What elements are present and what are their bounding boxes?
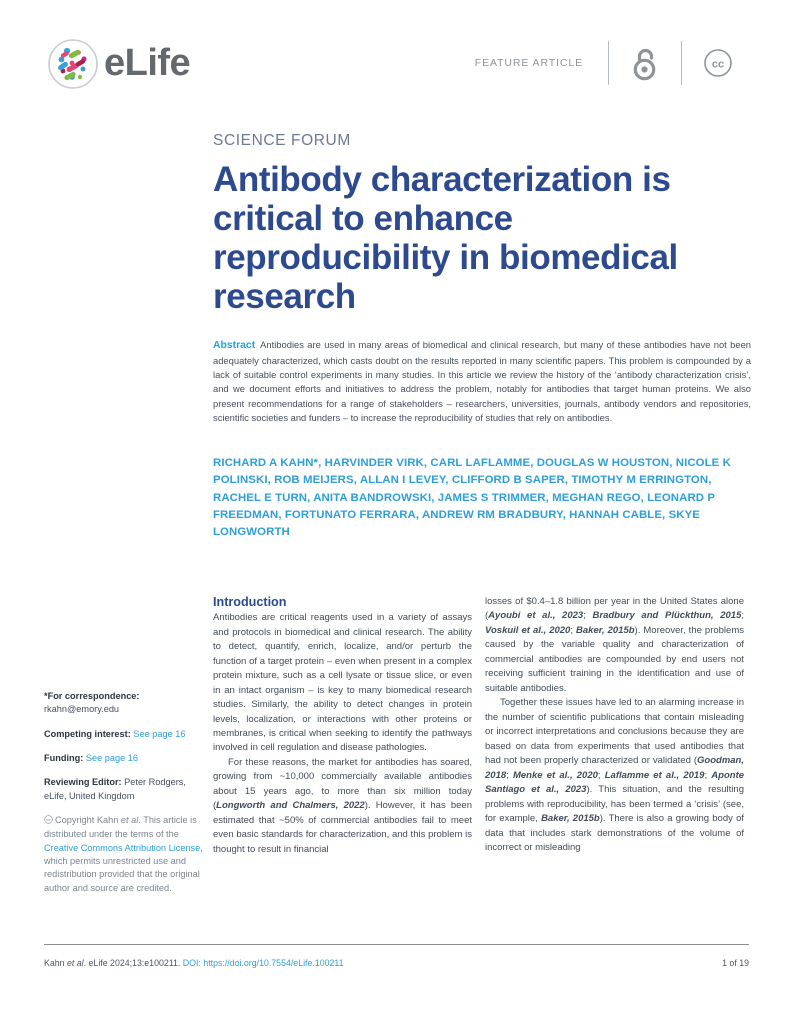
correspondence-email[interactable]: rkahn@emory.edu: [44, 704, 120, 715]
citation-bradbury-pluckthun[interactable]: Bradbury and Plückthun, 2015: [592, 610, 742, 622]
funding-label: Funding:: [44, 753, 84, 764]
footer-etal: et al: [67, 958, 84, 968]
page-title: Antibody characterization is critical to enhance reproducibility in biomedical research: [213, 160, 678, 316]
body-column-left: [213, 595, 472, 857]
paragraph-intro-2-part-a: For these reasons, the market for antibodies has soared, growing from ~10,000 commercially available antibodies about 15 years ago, to more than six million today (: [213, 756, 472, 812]
citation-laflamme[interactable]: Laflamme et al., 2019: [604, 769, 705, 781]
elife-logo[interactable]: [47, 38, 190, 90]
reviewing-editor-label: Reviewing Editor:: [44, 777, 122, 788]
competing-interest-block: [44, 728, 204, 741]
page-number: 1 of 19: [722, 958, 749, 968]
paragraph-intro-2-cont: [485, 595, 744, 696]
cite-sep-7: ;: [704, 769, 712, 781]
citation-aponte-santiago[interactable]: Aponte Santiago et al., 2023: [485, 769, 745, 796]
footer-doi-label: DOI:: [182, 958, 201, 968]
abstract-block: [213, 338, 751, 425]
competing-interest-label: Competing interest:: [44, 728, 131, 739]
creative-commons-mini-icon: [44, 815, 53, 828]
footer-citation-mid: . eLife 2024;13:e100211.: [83, 958, 183, 968]
footer-citation: [44, 958, 344, 968]
header-meta: [475, 40, 754, 86]
elife-circle-logo: [47, 38, 99, 90]
copyright-text-1: Copyright Kahn: [55, 815, 121, 826]
right-para-2-b: ). This situation, and the resulting problems with reproducibility, has been termed a ‘crisis’ (see, for example,: [485, 784, 744, 825]
footer-doi-link[interactable]: https://doi.org/10.7554/eLife.100211: [200, 958, 344, 968]
reviewing-editor-block: [44, 776, 204, 803]
open-access-lock-icon: [631, 45, 659, 81]
copyright-etal: et al: [120, 815, 139, 826]
citation-menke[interactable]: Menke et al., 2020: [512, 769, 598, 781]
abstract-text: Antibodies are used in many areas of biomedical and clinical research, but many of these antibodies have not been adequately characterized, which casts doubt on the results reported in many scientific papers. This problem is compounded by a lack of suitable control experiments in many studies. In this article we review the history of the ‘antibody characterization crisis’, and we document efforts and initiatives to address the problem, notably for antibodies that target human proteins. We also present recommendations for a range of stakeholders – researchers, universities, journals, antibody vendors and repositories, scientific societies and funders – to increase the reproducibility of studies that rely on antibodies.: [213, 339, 751, 423]
citation-goodman[interactable]: Goodman, 2018: [485, 755, 744, 781]
footer-citation-prefix: Kahn: [44, 958, 67, 968]
funding-block: [44, 752, 204, 765]
citation-voskuil[interactable]: Voskuil et al., 2020: [485, 624, 571, 636]
article-kicker: SCIENCE FORUM: [213, 132, 351, 149]
paragraph-intro-2: [213, 756, 472, 857]
footer-divider: [44, 944, 749, 945]
article-sidebar: [44, 690, 204, 895]
page-footer: [44, 958, 749, 968]
paragraph-intro-1: Antibodies are critical reagents used in a variety of assays and protocols in biomedical and clinical research. The ability to detect, quantify, enrich, localize, and/or perturb the function of a target protein – even when present in a complex protein mixture, such as a cell lysate or tissue slice, or even in an intact organism – is key to many biomedical research studies. Similarly, the ability to detect changes in protein levels, localization, or interactions with other proteins or membranes, is critical when seeking to identify the pathways involved in cell regulation and disease pathologies.: [213, 612, 472, 754]
correspondence-block: [44, 690, 204, 717]
svg-text:cc: cc: [46, 816, 51, 822]
citation-ayoubi[interactable]: Ayoubi et al., 2023: [488, 610, 584, 622]
author-list[interactable]: RICHARD A KAHN*, HARVINDER VIRK, CARL LAFLAMME, DOUGLAS W HOUSTON, NICOLE K POLINSKI, ROB MEIJERS, ALLAN I LEVEY, CLIFFORD B SAPER, TIMOTHY M ERRINGTON, RACHEL E TURN, ANITA BANDROWSKI, JAMES S TRIMMER, MEGHAN REGO, LEONARD P FREEDMAN, FORTUNATO FERRARA, ANDREW RM BRADBURY, HANNAH CABLE, SKYE LONGWORTH: [213, 457, 731, 539]
cite-sep-5: ;: [506, 769, 513, 781]
svg-text:cc: cc: [711, 58, 725, 71]
creative-commons-icon: [703, 48, 733, 78]
creative-commons-license-link[interactable]: Creative Commons Attribution License: [44, 842, 201, 853]
citation-baker-2015b[interactable]: Baker, 2015b: [576, 624, 635, 636]
cite-sep-3: ;: [570, 624, 577, 636]
body-column-right: [485, 595, 744, 856]
article-header: [213, 132, 753, 316]
elife-logo-text: eLife: [104, 41, 191, 84]
competing-interest-link[interactable]: See page 16: [133, 728, 186, 739]
correspondence-label: *For correspondence:: [44, 691, 140, 701]
cite-sep-1: ;: [583, 610, 593, 622]
section-heading-introduction: Introduction: [213, 595, 287, 609]
creative-commons-badge[interactable]: [682, 48, 754, 78]
feature-article-label: FEATURE ARTICLE: [474, 57, 583, 69]
citation-baker-2015b-2[interactable]: Baker, 2015b: [541, 813, 600, 825]
copyright-text-3: , which permits unrestricted use and redistribution provided that the original author and source are credited.: [44, 842, 203, 893]
copyright-text-2: . This article is distributed under the terms of the: [44, 815, 197, 840]
cite-sep-2: ;: [741, 610, 744, 622]
right-para-1-b: ). Moreover, the problems caused by the variable quality and characterization of commercial antibodies are compounded by end users not receiving sufficient training in the identification and use of suitable antibodies.: [485, 624, 744, 694]
right-para-2-a: Together these issues have led to an alarming increase in the number of scientific publications that contain misleading or incorrect interpretations and conclusions because they are based on data from experiments that used antibodies that had not been properly characterized or validated (: [485, 697, 744, 767]
paragraph-intro-2-part-b: ). However, it has been estimated that ~50% of commercial antibodies fail to meet even basic standards for characterization, and this problem is thought to result in financial: [213, 800, 472, 855]
copyright-block: [44, 814, 204, 895]
paragraph-intro-3: [485, 696, 744, 855]
citation-longworth-chalmers[interactable]: Longworth and Chalmers, 2022: [216, 800, 365, 812]
cite-sep-6: ;: [597, 769, 605, 781]
funding-link[interactable]: See page 16: [85, 753, 138, 764]
reviewing-editor-value: Peter Rodgers, eLife, United Kingdom: [44, 777, 186, 801]
right-para-1-a: losses of $0.4–1.8 billion per year in the United States alone (: [485, 596, 744, 622]
open-access-badge[interactable]: [609, 45, 681, 81]
abstract-label: Abstract: [213, 340, 256, 351]
page-header: [0, 0, 791, 120]
right-para-2-c: ). There is also a growing body of data that includes stark demonstrations of the volume of incorrect or misleading: [485, 813, 744, 854]
